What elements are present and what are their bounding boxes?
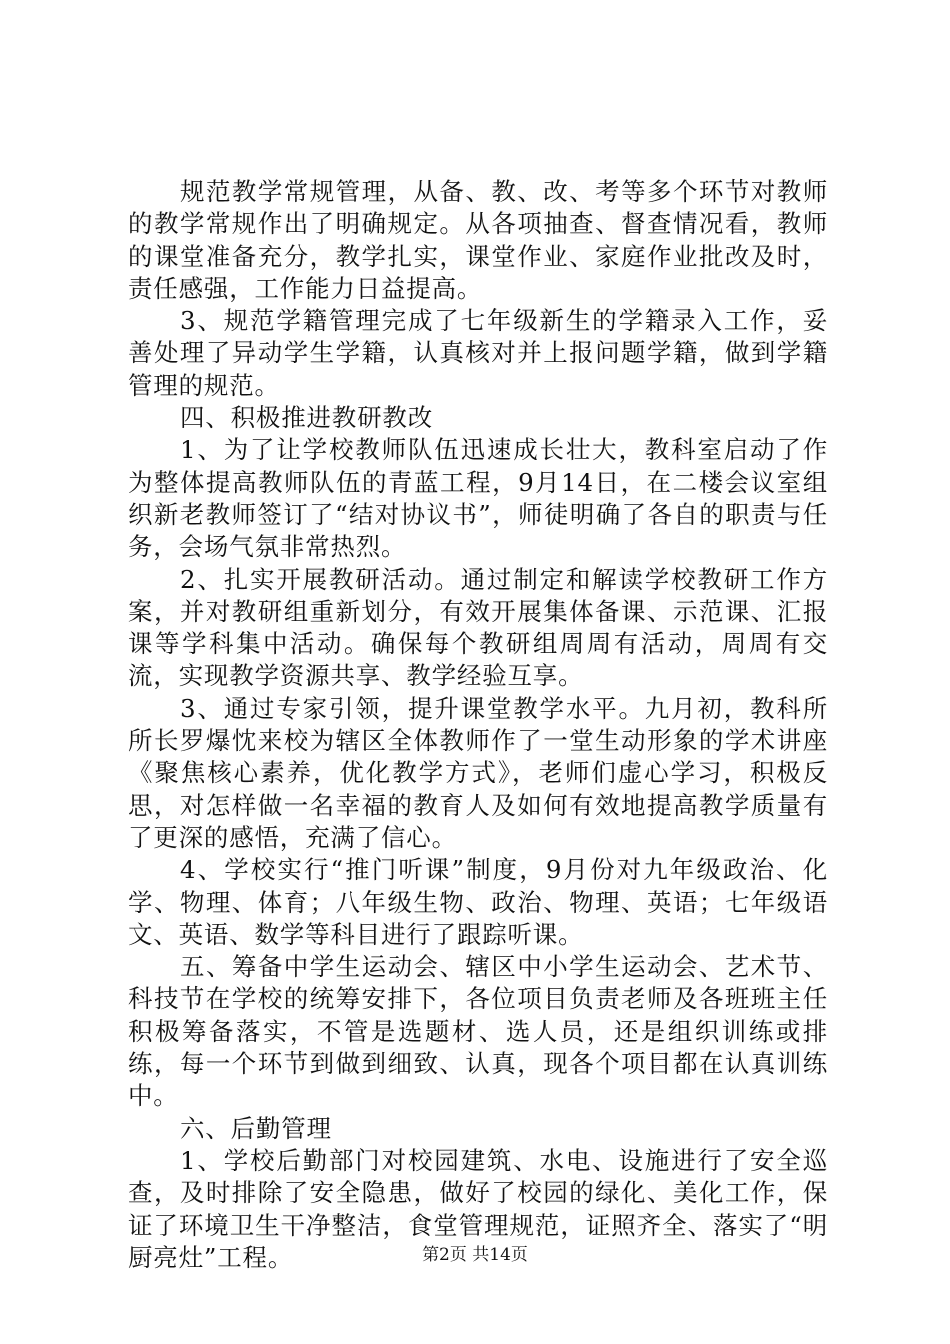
paragraph-class-observation: 4、学校实行“推门听课”制度，9月份对九年级政治、化学、物理、体育；八年级生物、政治、物理、英语；七年级语文、英语、数学等科目进行了跟踪听课。 (128, 855, 828, 949)
page-number-footer: 第2页 共14页 (422, 1245, 528, 1265)
paragraph-student-records: 3、规范学籍管理完成了七年级新生的学籍录入工作，妥善处理了异动学生学籍，认真核对并上报问题学籍，做到学籍管理的规范。 (128, 306, 828, 400)
document-body (128, 176, 828, 1274)
paragraph-teaching-routine: 规范教学常规管理，从备、教、改、考等多个环节对教师的教学常规作出了明确规定。从各项抽查、督查情况看，教师的课堂准备充分，教学扎实，课堂作业、家庭作业批改及时，责任感强，工作能力日益提高。 (128, 177, 828, 303)
section-heading-logistics: 六、后勤管理 (180, 1113, 332, 1143)
paragraph-expert-guidance: 3、通过专家引领，提升课堂教学水平。九月初，教科所所长罗爆忱来校为辖区全体教师作了一堂生动形象的学术讲座《聚焦核心素养，优化教学方式》，老师们虚心学习，积极反思，对怎样做一名幸福的教育人及如何有效地提高教学质量有了更深的感悟，充满了信心。 (128, 693, 828, 852)
paragraph-sports-meet: 五、筹备中学生运动会、辖区中小学生运动会、艺术节、科技节在学校的统筹安排下，各位项目负责老师及各班班主任积极筹备落实，不管是选题材、选人员，还是组织训练或排练，每一个环节到做到细致、认真，现各个项目都在认真训练中。 (128, 952, 828, 1111)
section-heading-research: 四、积极推进教研教改 (180, 403, 433, 433)
paragraph-research-activities: 2、扎实开展教研活动。通过制定和解读学校教研工作方案，并对教研组重新划分，有效开展集体备课、示范课、汇报课等学科集中活动。确保每个教研组周周有活动，周周有交流，实现教学资源共享、教学经验互享。 (128, 564, 828, 691)
paragraph-qinglan-project: 1、为了让学校教师队伍迅速成长壮大，教科室启动了作为整体提高教师队伍的青蓝工程，9月14日，在二楼会议室组织新老教师签订了“结对协议书”，师徒明确了各自的职责与任务，会场气氛非常热烈。 (128, 435, 828, 562)
paragraph-logistics-safety: 1、学校后勤部门对校园建筑、水电、设施进行了安全巡查，及时排除了安全隐患，做好了校园的绿化、美化工作，保证了环境卫生干净整洁，食堂管理规范，证照齐全、落实了“明厨亮灶”工程。 (128, 1145, 829, 1272)
